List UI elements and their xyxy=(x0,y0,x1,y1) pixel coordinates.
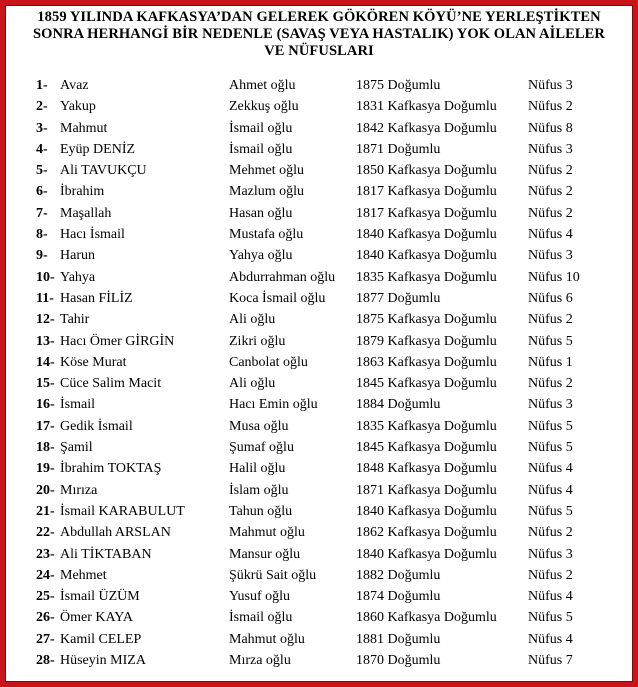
birth-info: 1875 Kafkasya Doğumlu xyxy=(356,312,497,328)
list-item xyxy=(0,458,638,479)
entry-number: 15- xyxy=(36,376,55,392)
father-name: Ali oğlu xyxy=(229,312,276,328)
population-count: Nüfus 2 xyxy=(528,525,573,541)
population-count: Nüfus 2 xyxy=(528,163,573,179)
father-name: Mırza oğlu xyxy=(229,653,291,669)
population-count: Nüfus 3 xyxy=(528,546,573,562)
list-item xyxy=(0,288,638,309)
entry-number: 14- xyxy=(36,354,55,370)
father-name: Zikri oğlu xyxy=(229,333,286,349)
list-item xyxy=(0,139,638,160)
person-name: Ali TAVUKÇU xyxy=(60,163,147,179)
birth-info: 1840 Kafkasya Doğumlu xyxy=(356,227,497,243)
person-name: Hasan FİLİZ xyxy=(60,290,133,306)
father-name: Yahya oğlu xyxy=(229,248,293,264)
father-name: Zekkuş oğlu xyxy=(229,99,299,115)
birth-info: 1845 Kafkasya Doğumlu xyxy=(356,440,497,456)
entry-number: 2- xyxy=(36,99,48,115)
father-name: Tahun oğlu xyxy=(229,503,293,519)
population-count: Nüfus 2 xyxy=(528,184,573,200)
father-name: İsmail oğlu xyxy=(229,120,293,136)
entry-number: 17- xyxy=(36,418,55,434)
list-item xyxy=(0,203,638,224)
person-name: İsmail KARABULUT xyxy=(60,503,185,519)
population-count: Nüfus 3 xyxy=(528,141,573,157)
father-name: Ahmet oğlu xyxy=(229,78,296,93)
population-count: Nüfus 4 xyxy=(528,589,573,605)
entry-number: 19- xyxy=(36,461,55,477)
entry-number: 26- xyxy=(36,610,55,626)
population-count: Nüfus 7 xyxy=(528,653,573,669)
population-count: Nüfus 2 xyxy=(528,205,573,221)
person-name: Yakup xyxy=(60,99,96,115)
list-item xyxy=(0,416,638,437)
person-name: Avaz xyxy=(60,78,89,93)
population-count: Nüfus 4 xyxy=(528,631,573,647)
birth-info: 1860 Kafkasya Doğumlu xyxy=(356,610,497,626)
entry-number: 10- xyxy=(36,269,55,285)
birth-info: 1884 Doğumlu xyxy=(356,397,441,413)
entry-number: 21- xyxy=(36,503,55,519)
entry-number: 25- xyxy=(36,589,55,605)
population-count: Nüfus 5 xyxy=(528,503,573,519)
entry-number: 16- xyxy=(36,397,55,413)
person-name: Maşallah xyxy=(60,205,112,221)
father-name: Canbolat oğlu xyxy=(229,354,308,370)
father-name: Yusuf oğlu xyxy=(229,589,291,605)
father-name: İslam oğlu xyxy=(229,482,289,498)
list-item xyxy=(0,245,638,266)
list-item xyxy=(0,650,638,671)
person-name: İbrahim xyxy=(60,184,105,200)
birth-info: 1835 Kafkasya Doğumlu xyxy=(356,269,497,285)
father-name: Hacı Emin oğlu xyxy=(229,397,318,413)
list-item xyxy=(0,309,638,330)
population-count: Nüfus 3 xyxy=(528,78,573,93)
title-line-3: VE NÜFUSLARI xyxy=(264,43,374,59)
list-item xyxy=(0,267,638,288)
father-name: Mehmet oğlu xyxy=(229,163,305,179)
entry-number: 28- xyxy=(36,653,55,669)
person-name: Hacı İsmail xyxy=(60,227,125,243)
entry-number: 11- xyxy=(36,290,54,306)
list-item xyxy=(0,586,638,607)
person-name: Şamil xyxy=(60,440,93,456)
father-name: Halil oğlu xyxy=(229,461,286,477)
population-count: Nüfus 3 xyxy=(528,248,573,264)
person-name: Hüseyin MIZA xyxy=(60,653,146,669)
population-count: Nüfus 2 xyxy=(528,312,573,328)
entry-number: 22- xyxy=(36,525,55,541)
birth-info: 1835 Kafkasya Doğumlu xyxy=(356,418,497,434)
list-item xyxy=(0,629,638,650)
father-name: Şükrü Sait oğlu xyxy=(229,567,317,583)
person-name: Tahir xyxy=(60,312,90,328)
population-count: Nüfus 10 xyxy=(528,269,580,285)
birth-info: 1871 Doğumlu xyxy=(356,141,441,157)
list-item xyxy=(0,394,638,415)
list-item xyxy=(0,480,638,501)
list-item xyxy=(0,437,638,458)
person-name: İsmail xyxy=(60,397,95,413)
list-item xyxy=(0,373,638,394)
entry-number: 13- xyxy=(36,333,55,349)
person-name: Abdullah ARSLAN xyxy=(60,525,171,541)
father-name: Ali oğlu xyxy=(229,376,276,392)
person-name: Mırıza xyxy=(60,482,98,498)
entry-number: 9- xyxy=(36,248,48,264)
birth-info: 1879 Kafkasya Doğumlu xyxy=(356,333,497,349)
list-item xyxy=(0,118,638,139)
population-count: Nüfus 1 xyxy=(528,354,573,370)
birth-info: 1840 Kafkasya Doğumlu xyxy=(356,546,497,562)
father-name: İsmail oğlu xyxy=(229,141,293,157)
birth-info: 1842 Kafkasya Doğumlu xyxy=(356,120,497,136)
person-name: Hacı Ömer GİRGİN xyxy=(60,333,175,349)
population-count: Nüfus 4 xyxy=(528,227,573,243)
list-item xyxy=(0,331,638,352)
father-name: Mahmut oğlu xyxy=(229,631,305,647)
list-item xyxy=(0,522,638,543)
population-count: Nüfus 4 xyxy=(528,482,573,498)
person-name: Harun xyxy=(60,248,95,264)
birth-info: 1848 Kafkasya Doğumlu xyxy=(356,461,497,477)
father-name: Mustafa oğlu xyxy=(229,227,304,243)
birth-info: 1817 Kafkasya Doğumlu xyxy=(356,184,497,200)
person-name: Ali TİKTABAN xyxy=(60,546,152,562)
document-title xyxy=(0,9,638,60)
list-item xyxy=(0,160,638,181)
entry-number: 7- xyxy=(36,205,48,221)
list-item xyxy=(0,96,638,117)
father-name: Hasan oğlu xyxy=(229,205,293,221)
father-name: Koca İsmail oğlu xyxy=(229,290,326,306)
population-count: Nüfus 2 xyxy=(528,376,573,392)
birth-info: 1863 Kafkasya Doğumlu xyxy=(356,354,497,370)
title-line-1: 1859 YILINDA KAFKASYA’DAN GELEREK GÖKÖREN KÖYÜ’NE YERLEŞTİKTEN xyxy=(37,9,601,25)
entry-number: 1- xyxy=(36,78,48,93)
person-name: İbrahim TOKTAŞ xyxy=(60,461,162,477)
entry-number: 18- xyxy=(36,440,55,456)
birth-info: 1870 Doğumlu xyxy=(356,653,441,669)
entry-number: 20- xyxy=(36,482,55,498)
list-item xyxy=(0,565,638,586)
person-name: Ömer KAYA xyxy=(60,610,133,626)
population-count: Nüfus 5 xyxy=(528,610,573,626)
birth-info: 1882 Doğumlu xyxy=(356,567,441,583)
birth-info: 1817 Kafkasya Doğumlu xyxy=(356,205,497,221)
person-name: Eyüp DENİZ xyxy=(60,141,136,157)
population-count: Nüfus 8 xyxy=(528,120,573,136)
birth-info: 1831 Kafkasya Doğumlu xyxy=(356,99,497,115)
population-count: Nüfus 2 xyxy=(528,99,573,115)
population-count: Nüfus 6 xyxy=(528,290,573,306)
family-list xyxy=(0,75,638,671)
list-item xyxy=(0,224,638,245)
entry-number: 8- xyxy=(36,227,48,243)
birth-info: 1877 Doğumlu xyxy=(356,290,441,306)
population-count: Nüfus 5 xyxy=(528,333,573,349)
father-name: İsmail oğlu xyxy=(229,610,293,626)
birth-info: 1874 Doğumlu xyxy=(356,589,441,605)
person-name: Mahmut xyxy=(60,120,108,136)
list-item xyxy=(0,75,638,96)
entry-number: 23- xyxy=(36,546,55,562)
father-name: Musa oğlu xyxy=(229,418,289,434)
birth-info: 1881 Doğumlu xyxy=(356,631,441,647)
title-line-2: SONRA HERHANGİ BİR NEDENLE (SAVAŞ VEYA HASTALIK) YOK OLAN AİLELER xyxy=(32,26,605,42)
father-name: Şumaf oğlu xyxy=(229,440,294,456)
birth-info: 1875 Doğumlu xyxy=(356,78,441,93)
person-name: Köse Murat xyxy=(60,354,127,370)
birth-info: 1871 Kafkasya Doğumlu xyxy=(356,482,497,498)
person-name: Cüce Salim Macit xyxy=(60,376,162,392)
person-name: Gedik İsmail xyxy=(60,418,133,434)
list-item xyxy=(0,501,638,522)
population-count: Nüfus 3 xyxy=(528,397,573,413)
entry-number: 27- xyxy=(36,631,55,647)
father-name: Abdurrahman oğlu xyxy=(229,269,336,285)
entry-number: 6- xyxy=(36,184,48,200)
person-name: Mehmet xyxy=(60,567,107,583)
birth-info: 1850 Kafkasya Doğumlu xyxy=(356,163,497,179)
list-item xyxy=(0,352,638,373)
population-count: Nüfus 2 xyxy=(528,567,573,583)
entry-number: 12- xyxy=(36,312,55,328)
birth-info: 1840 Kafkasya Doğumlu xyxy=(356,248,497,264)
population-count: Nüfus 4 xyxy=(528,461,573,477)
father-name: Mazlum oğlu xyxy=(229,184,305,200)
birth-info: 1840 Kafkasya Doğumlu xyxy=(356,503,497,519)
birth-info: 1845 Kafkasya Doğumlu xyxy=(356,376,497,392)
entry-number: 5- xyxy=(36,163,48,179)
list-item xyxy=(0,544,638,565)
entry-number: 4- xyxy=(36,141,48,157)
father-name: Mansur oğlu xyxy=(229,546,301,562)
person-name: Kamil CELEP xyxy=(60,631,142,647)
birth-info: 1862 Kafkasya Doğumlu xyxy=(356,525,497,541)
person-name: Yahya xyxy=(60,269,96,285)
population-count: Nüfus 5 xyxy=(528,440,573,456)
entry-number: 3- xyxy=(36,120,48,136)
population-count: Nüfus 5 xyxy=(528,418,573,434)
person-name: İsmail ÜZÜM xyxy=(60,589,140,605)
father-name: Mahmut oğlu xyxy=(229,525,305,541)
list-item xyxy=(0,181,638,202)
list-item xyxy=(0,607,638,628)
entry-number: 24- xyxy=(36,567,55,583)
